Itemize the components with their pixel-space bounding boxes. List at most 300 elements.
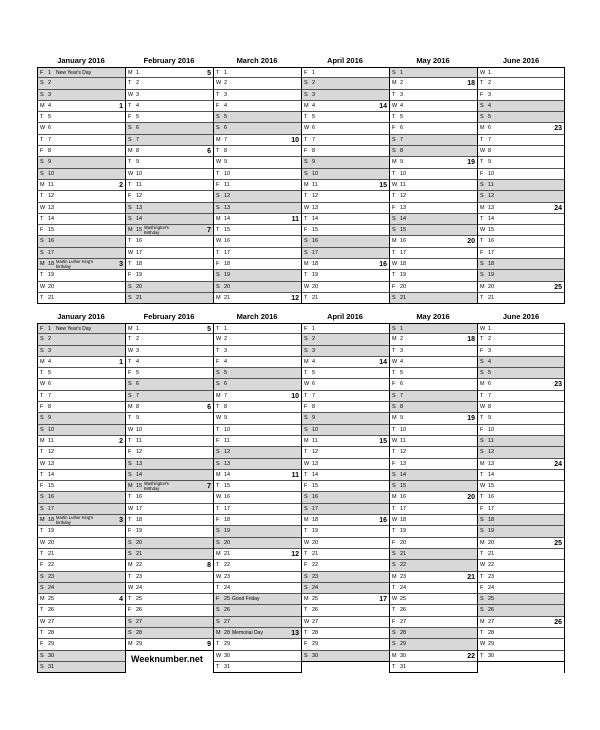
weekday-letter: W xyxy=(216,573,222,580)
day-number: 13 xyxy=(136,204,143,211)
day-number: 24 xyxy=(400,584,407,591)
weekday-letter: F xyxy=(128,193,132,200)
day-number: 25 xyxy=(224,596,231,603)
weekday-letter: T xyxy=(216,404,220,411)
weekday-letter: T xyxy=(216,170,220,177)
day-cell xyxy=(478,67,564,78)
week-number: 14 xyxy=(379,102,387,110)
calendar-grid xyxy=(37,323,565,673)
day-cell xyxy=(214,425,301,436)
day-cell xyxy=(214,662,301,673)
weekday-letter: W xyxy=(40,283,46,290)
day-cell xyxy=(302,334,389,345)
day-number: 8 xyxy=(136,148,140,155)
weekday-letter: S xyxy=(216,460,220,467)
day-cell xyxy=(38,135,125,146)
site-footer-label[interactable]: Weeknumber.net xyxy=(131,654,203,664)
day-number: 2 xyxy=(400,336,404,343)
weekday-letter: S xyxy=(392,562,396,569)
weekday-letter: S xyxy=(392,70,396,76)
week-number: 11 xyxy=(291,471,299,479)
weekday-letter: M xyxy=(216,215,221,222)
weekday-letter: T xyxy=(304,215,308,222)
day-cell xyxy=(126,515,213,526)
week-number: 19 xyxy=(467,159,475,167)
week-number: 25 xyxy=(554,539,562,547)
weekday-letter: M xyxy=(128,404,133,411)
weekday-letter: S xyxy=(304,170,308,177)
day-cell xyxy=(126,391,213,402)
day-number: 29 xyxy=(312,641,319,648)
day-number: 18 xyxy=(224,261,231,268)
weekday-letter: T xyxy=(216,505,220,512)
day-number: 24 xyxy=(48,584,55,591)
day-number: 14 xyxy=(224,471,231,478)
day-number: 2 xyxy=(312,336,316,343)
day-number: 5 xyxy=(488,114,492,121)
day-cell xyxy=(214,538,301,549)
weekday-letter: W xyxy=(304,283,310,290)
week-number: 22 xyxy=(467,652,475,660)
day-number: 19 xyxy=(224,528,231,535)
day-cell xyxy=(390,270,477,281)
day-number: 16 xyxy=(488,494,495,501)
month-column xyxy=(125,67,213,304)
weekday-letter: S xyxy=(480,102,484,109)
day-number: 12 xyxy=(400,193,407,200)
weekday-letter: T xyxy=(480,630,484,637)
weekday-letter: M xyxy=(304,102,309,109)
weekday-letter: T xyxy=(216,483,220,490)
day-cell xyxy=(214,560,301,571)
day-cell xyxy=(302,492,389,503)
day-number: 1 xyxy=(224,326,228,332)
day-number: 16 xyxy=(224,238,231,245)
day-cell xyxy=(390,78,477,89)
day-cell xyxy=(126,180,213,191)
week-number: 11 xyxy=(291,215,299,223)
day-number: 22 xyxy=(488,562,495,569)
weekday-letter: T xyxy=(392,584,396,591)
day-number: 31 xyxy=(48,663,55,670)
day-number: 27 xyxy=(136,618,143,625)
day-cell xyxy=(38,67,125,78)
day-number: 1 xyxy=(48,70,52,76)
holiday-label: Good Friday xyxy=(232,596,260,603)
weekday-letter: W xyxy=(216,159,222,166)
day-cell xyxy=(214,617,301,628)
day-cell xyxy=(390,157,477,168)
day-cell xyxy=(302,425,389,436)
weekday-letter: W xyxy=(128,91,134,98)
weekday-letter: F xyxy=(216,358,220,365)
weekday-letter: M xyxy=(128,562,133,569)
day-cell xyxy=(126,346,213,357)
day-cell xyxy=(390,146,477,157)
week-number: 5 xyxy=(207,70,211,77)
day-cell xyxy=(302,413,389,424)
day-number: 12 xyxy=(488,193,495,200)
weekday-letter: T xyxy=(40,114,44,121)
day-number: 20 xyxy=(488,283,495,290)
weekday-letter: S xyxy=(480,517,484,524)
weekday-letter: M xyxy=(40,517,45,524)
day-cell xyxy=(302,248,389,259)
calendar-block-top xyxy=(37,55,565,304)
weekday-letter: F xyxy=(40,148,44,155)
day-cell xyxy=(38,651,125,662)
day-cell xyxy=(38,662,125,673)
day-number: 16 xyxy=(136,238,143,245)
day-number: 29 xyxy=(48,641,55,648)
weekday-letter: T xyxy=(392,528,396,535)
day-number: 14 xyxy=(224,215,231,222)
day-cell xyxy=(302,123,389,134)
day-cell xyxy=(126,293,213,304)
day-cell xyxy=(214,123,301,134)
day-cell xyxy=(214,492,301,503)
day-cell xyxy=(478,572,564,583)
day-cell xyxy=(38,549,125,560)
day-cell xyxy=(302,583,389,594)
week-number: 8 xyxy=(207,562,211,570)
day-cell xyxy=(214,282,301,293)
week-number: 15 xyxy=(379,437,387,445)
day-cell xyxy=(214,293,301,304)
day-number: 8 xyxy=(488,404,492,411)
weekday-letter: W xyxy=(480,227,486,234)
day-number: 1 xyxy=(488,326,492,332)
week-number: 20 xyxy=(467,238,475,246)
day-number: 19 xyxy=(488,272,495,279)
day-cell xyxy=(214,90,301,101)
day-number: 4 xyxy=(312,102,316,109)
day-number: 16 xyxy=(224,494,231,501)
day-cell xyxy=(214,515,301,526)
weekday-letter: M xyxy=(392,415,397,422)
weekday-letter: W xyxy=(40,539,46,546)
day-number: 9 xyxy=(400,159,404,166)
day-cell xyxy=(302,270,389,281)
weekday-letter: T xyxy=(392,347,396,354)
day-cell xyxy=(302,379,389,390)
day-cell xyxy=(390,225,477,236)
weekday-letter: S xyxy=(304,494,308,501)
weekday-letter: S xyxy=(40,584,44,591)
day-number: 10 xyxy=(400,170,407,177)
weekday-letter: F xyxy=(40,562,44,569)
weekday-letter: T xyxy=(392,607,396,614)
day-cell xyxy=(38,515,125,526)
day-number: 3 xyxy=(48,91,52,98)
day-number: 18 xyxy=(136,261,143,268)
day-number: 9 xyxy=(312,159,316,166)
weekday-letter: T xyxy=(40,193,44,200)
week-number: 6 xyxy=(207,148,211,156)
weekday-letter: S xyxy=(216,272,220,279)
week-number: 14 xyxy=(379,358,387,366)
day-cell xyxy=(478,549,564,560)
day-number: 13 xyxy=(312,460,319,467)
day-cell xyxy=(302,282,389,293)
day-cell xyxy=(38,617,125,628)
month-title: April 2016 xyxy=(327,56,363,65)
weekday-letter: T xyxy=(392,249,396,256)
day-number: 4 xyxy=(488,102,492,109)
day-number: 3 xyxy=(488,347,492,354)
weekday-letter: W xyxy=(40,618,46,625)
weekday-letter: T xyxy=(40,215,44,222)
day-number: 31 xyxy=(224,663,231,670)
day-number: 1 xyxy=(400,70,404,76)
weekday-letter: S xyxy=(392,404,396,411)
weekday-letter: T xyxy=(392,170,396,177)
day-cell xyxy=(126,169,213,180)
weekday-letter: T xyxy=(40,471,44,478)
day-cell xyxy=(302,560,389,571)
day-cell xyxy=(214,146,301,157)
day-cell xyxy=(214,112,301,123)
weekday-letter: T xyxy=(304,392,308,399)
weekday-letter: M xyxy=(304,517,309,524)
day-number: 13 xyxy=(400,204,407,211)
day-cell xyxy=(302,594,389,605)
day-cell xyxy=(478,293,564,304)
day-number: 9 xyxy=(312,415,316,422)
day-number: 21 xyxy=(488,550,495,557)
weekday-letter: S xyxy=(128,392,132,399)
day-cell xyxy=(38,357,125,368)
week-number: 19 xyxy=(467,415,475,423)
day-number: 2 xyxy=(400,80,404,87)
day-number: 15 xyxy=(224,227,231,234)
weekday-letter: F xyxy=(480,91,484,98)
day-cell xyxy=(478,323,564,334)
weekday-letter: M xyxy=(480,125,485,132)
day-number: 22 xyxy=(400,562,407,569)
weekday-letter: M xyxy=(40,437,45,444)
week-number: 5 xyxy=(207,326,211,333)
day-cell xyxy=(302,628,389,639)
day-cell xyxy=(478,379,564,390)
day-cell xyxy=(302,391,389,402)
day-cell xyxy=(478,481,564,492)
day-cell xyxy=(126,594,213,605)
day-number: 2 xyxy=(224,80,228,87)
day-number: 13 xyxy=(224,204,231,211)
day-cell xyxy=(478,425,564,436)
weekday-letter: T xyxy=(128,415,132,422)
day-cell xyxy=(390,293,477,304)
day-number: 27 xyxy=(400,618,407,625)
day-number: 14 xyxy=(400,471,407,478)
day-cell xyxy=(38,639,125,650)
day-cell xyxy=(302,504,389,515)
day-cell xyxy=(38,605,125,616)
day-number: 4 xyxy=(224,358,228,365)
day-cell xyxy=(38,191,125,202)
day-number: 12 xyxy=(312,449,319,456)
weekday-letter: M xyxy=(392,336,397,343)
day-number: 16 xyxy=(136,494,143,501)
day-cell xyxy=(302,293,389,304)
day-number: 9 xyxy=(48,159,52,166)
weekday-letter: M xyxy=(480,460,485,467)
day-cell xyxy=(214,225,301,236)
weekday-letter: S xyxy=(304,652,308,659)
month-column xyxy=(301,323,389,673)
day-cell xyxy=(214,549,301,560)
weekday-letter: M xyxy=(480,283,485,290)
day-cell xyxy=(38,572,125,583)
day-cell xyxy=(390,357,477,368)
day-number: 5 xyxy=(312,114,316,121)
day-cell xyxy=(302,225,389,236)
weekday-letter: M xyxy=(128,326,133,332)
day-number: 30 xyxy=(312,652,319,659)
week-number: 9 xyxy=(207,641,211,649)
weekday-letter: F xyxy=(216,596,220,603)
day-number: 15 xyxy=(488,483,495,490)
day-cell xyxy=(390,639,477,650)
day-number: 13 xyxy=(48,460,55,467)
weekday-letter: S xyxy=(128,136,132,143)
week-number: 7 xyxy=(207,483,211,491)
weekday-letter: T xyxy=(392,426,396,433)
day-number: 14 xyxy=(136,471,143,478)
weekday-letter: S xyxy=(128,294,132,301)
day-cell xyxy=(214,583,301,594)
day-cell xyxy=(214,413,301,424)
day-cell xyxy=(302,639,389,650)
weekday-letter: T xyxy=(40,370,44,377)
weekday-letter: F xyxy=(304,148,308,155)
day-number: 8 xyxy=(400,404,404,411)
weekday-letter: S xyxy=(304,415,308,422)
weekday-letter: S xyxy=(40,663,44,670)
day-number: 3 xyxy=(312,91,316,98)
day-cell xyxy=(478,628,564,639)
weekday-letter: S xyxy=(216,449,220,456)
weekday-letter: T xyxy=(304,471,308,478)
day-number: 23 xyxy=(400,573,407,580)
day-number: 31 xyxy=(400,663,407,670)
week-number: 23 xyxy=(554,381,562,389)
week-number: 18 xyxy=(467,336,475,344)
day-number: 12 xyxy=(48,449,55,456)
day-cell xyxy=(126,225,213,236)
day-number: 22 xyxy=(136,562,143,569)
day-number: 13 xyxy=(488,204,495,211)
day-cell xyxy=(478,583,564,594)
weekday-letter: F xyxy=(216,102,220,109)
day-number: 19 xyxy=(400,528,407,535)
day-number: 16 xyxy=(400,494,407,501)
day-number: 17 xyxy=(488,505,495,512)
day-cell xyxy=(214,169,301,180)
weekday-letter: F xyxy=(304,404,308,411)
holiday-label: Washington's Birthday xyxy=(144,481,169,491)
day-number: 19 xyxy=(48,528,55,535)
day-cell xyxy=(390,135,477,146)
day-number: 2 xyxy=(136,80,140,87)
day-cell xyxy=(38,101,125,112)
day-cell xyxy=(38,225,125,236)
weekday-letter: W xyxy=(128,170,134,177)
weekday-letter: S xyxy=(40,505,44,512)
weekday-letter: F xyxy=(40,404,44,411)
day-cell xyxy=(478,259,564,270)
day-cell xyxy=(214,447,301,458)
day-cell xyxy=(126,436,213,447)
day-number: 20 xyxy=(312,283,319,290)
day-cell xyxy=(390,214,477,225)
day-number: 26 xyxy=(488,607,495,614)
month-title: June 2016 xyxy=(502,56,540,65)
weekday-letter: W xyxy=(128,584,134,591)
month-title: April 2016 xyxy=(327,312,363,321)
day-number: 18 xyxy=(488,517,495,524)
day-number: 20 xyxy=(224,539,231,546)
weekday-letter: T xyxy=(392,114,396,121)
day-number: 1 xyxy=(400,326,404,332)
day-number: 17 xyxy=(488,249,495,256)
weekday-letter: S xyxy=(128,125,132,132)
weekday-letter: S xyxy=(392,483,396,490)
day-cell xyxy=(478,651,564,662)
day-number: 2 xyxy=(488,336,492,343)
weekday-letter: W xyxy=(480,641,486,648)
day-number: 15 xyxy=(488,227,495,234)
weekday-letter: T xyxy=(216,326,220,332)
weekday-letter: F xyxy=(480,249,484,256)
weekday-letter: M xyxy=(392,159,397,166)
day-number: 6 xyxy=(48,125,52,132)
day-number: 8 xyxy=(136,404,140,411)
day-number: 5 xyxy=(400,370,404,377)
day-cell xyxy=(214,639,301,650)
day-number: 15 xyxy=(312,227,319,234)
weekday-letter: T xyxy=(40,392,44,399)
day-cell xyxy=(214,572,301,583)
weekday-letter: T xyxy=(216,148,220,155)
weekday-letter: F xyxy=(128,114,132,121)
day-cell xyxy=(38,391,125,402)
day-cell xyxy=(478,560,564,571)
weekday-letter: S xyxy=(392,471,396,478)
day-number: 24 xyxy=(488,584,495,591)
day-number: 10 xyxy=(224,170,231,177)
day-number: 28 xyxy=(224,630,231,637)
day-cell xyxy=(126,628,213,639)
day-cell xyxy=(390,459,477,470)
day-cell xyxy=(214,191,301,202)
day-cell xyxy=(390,436,477,447)
weekday-letter: F xyxy=(480,426,484,433)
day-cell xyxy=(478,639,564,650)
day-number: 12 xyxy=(48,193,55,200)
day-number: 7 xyxy=(224,136,228,143)
weekday-letter: S xyxy=(216,381,220,388)
calendar-grid xyxy=(37,67,565,304)
weekday-letter: W xyxy=(480,483,486,490)
weekday-letter: T xyxy=(40,136,44,143)
day-cell xyxy=(126,470,213,481)
day-number: 8 xyxy=(312,148,316,155)
weekday-letter: M xyxy=(304,261,309,268)
day-number: 10 xyxy=(488,426,495,433)
day-number: 1 xyxy=(312,326,316,332)
